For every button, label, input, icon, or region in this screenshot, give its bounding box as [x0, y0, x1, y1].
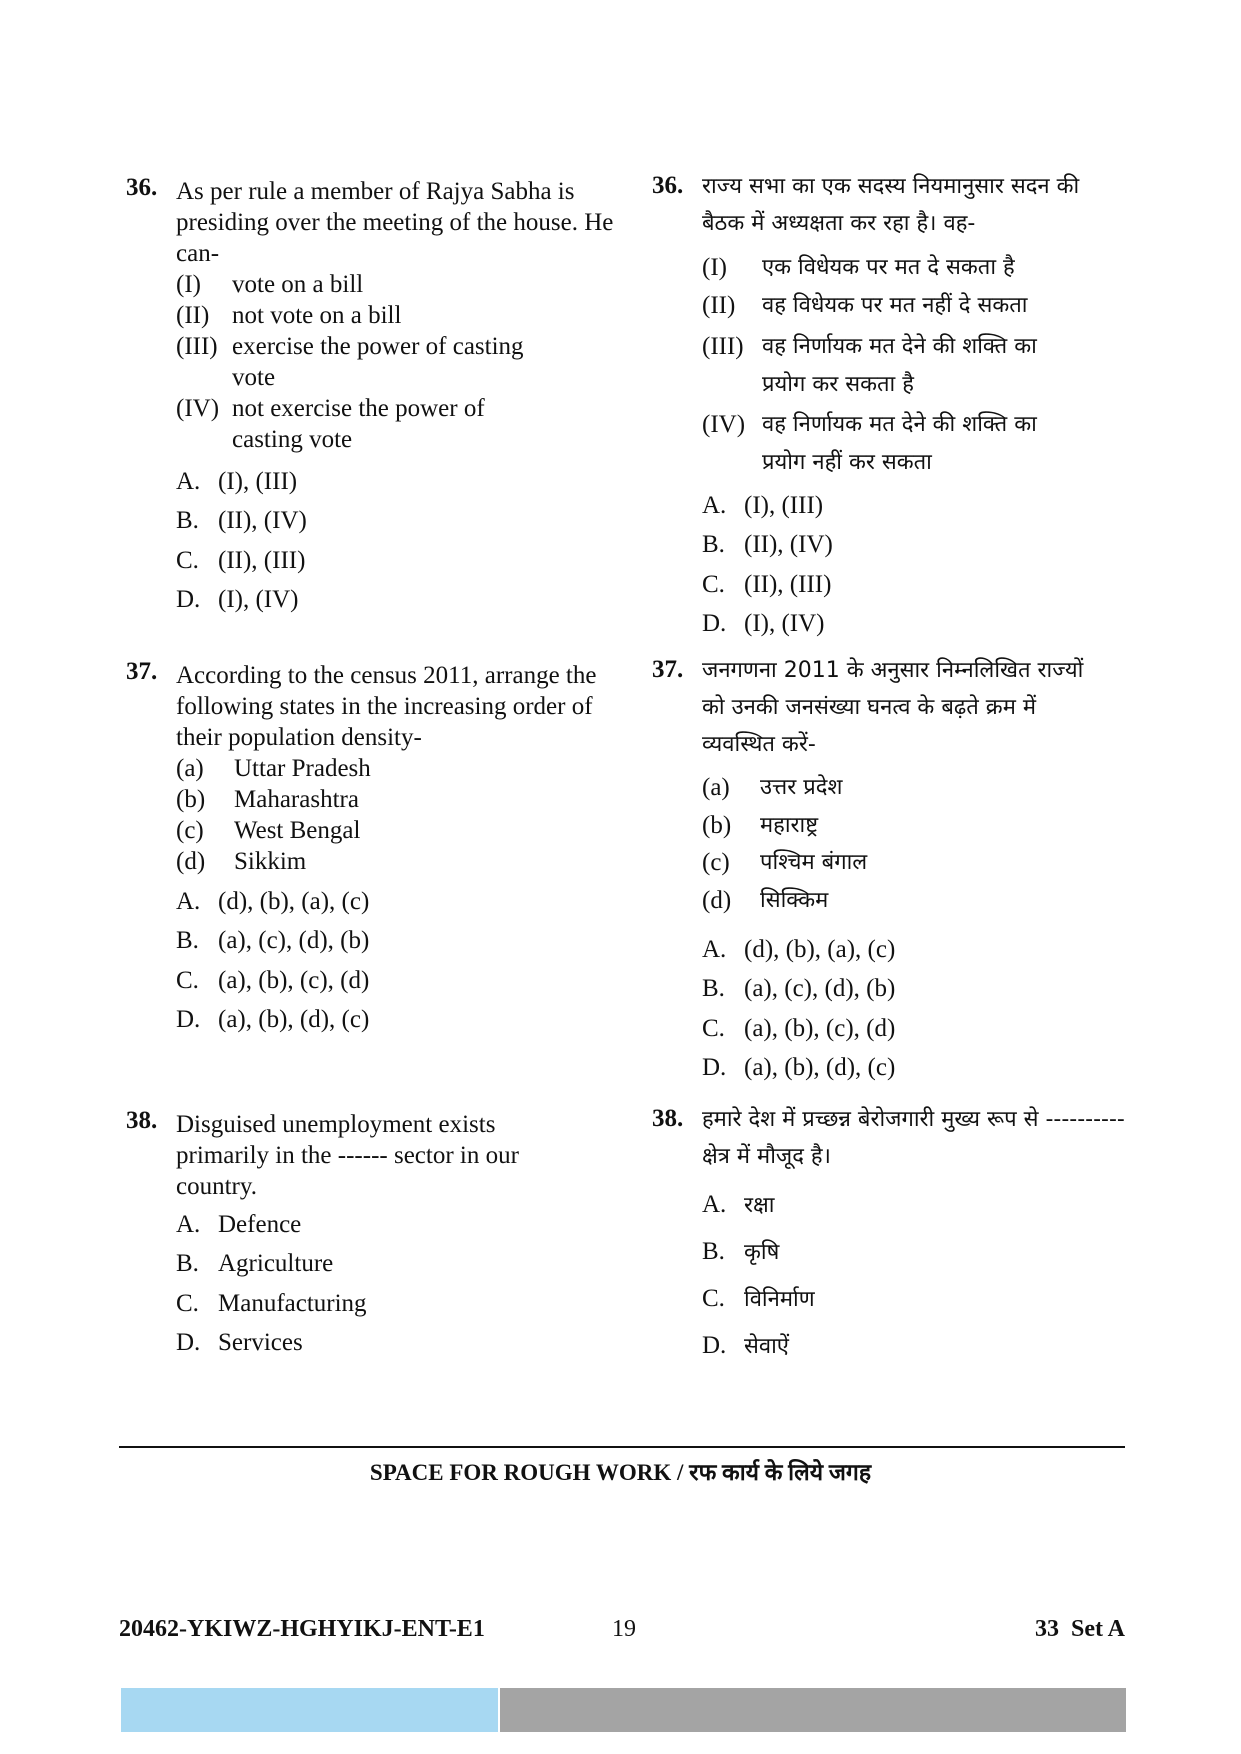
- answer-option[interactable]: D. Services: [176, 1329, 303, 1356]
- statement-item: (d) Sikkim: [176, 848, 307, 875]
- answer-option[interactable]: A. (I), (III): [176, 468, 298, 495]
- answer-option[interactable]: D. (a), (b), (d), (c): [702, 1054, 896, 1081]
- answer-option[interactable]: D. (I), (IV): [702, 610, 825, 637]
- footer-bar-gray: [500, 1688, 1126, 1732]
- answer-option[interactable]: B. Agriculture: [176, 1250, 334, 1277]
- statement-item: (IV) not exercise the power of casting vote: [176, 395, 485, 453]
- answer-option[interactable]: B. (II), (IV): [176, 507, 307, 534]
- page-number: 19: [612, 1616, 636, 1642]
- statement-item: (a) Uttar Pradesh: [176, 755, 371, 782]
- rough-work-divider: [119, 1446, 1125, 1448]
- answer-option[interactable]: A. (I), (III): [702, 492, 824, 519]
- question-number: 38.: [126, 1107, 158, 1134]
- answer-option[interactable]: C. (a), (b), (c), (d): [702, 1015, 896, 1042]
- answer-option[interactable]: C. (II), (III): [702, 571, 832, 598]
- answer-option[interactable]: A. (d), (b), (a), (c): [176, 888, 370, 915]
- answer-option[interactable]: D. (a), (b), (d), (c): [176, 1006, 370, 1033]
- answer-option[interactable]: C. Manufacturing: [176, 1290, 367, 1317]
- statement-item: (b) Maharashtra: [176, 786, 359, 813]
- answer-option[interactable]: A. रक्षा: [702, 1191, 775, 1218]
- answer-option[interactable]: B. कृषि: [702, 1238, 780, 1265]
- statement-item: (II) वह विधेयक पर मत नहीं दे सकता: [702, 292, 1028, 319]
- statement-item: (I) vote on a bill: [176, 271, 364, 298]
- question-number: 38.: [652, 1105, 684, 1132]
- footer-code: 20462-YKIWZ-HGHYIKJ-ENT-E1: [119, 1616, 485, 1642]
- question-number: 36.: [126, 174, 158, 201]
- answer-option[interactable]: A. (d), (b), (a), (c): [702, 936, 896, 963]
- question-number: 36.: [652, 172, 684, 199]
- answer-option[interactable]: A. Defence: [176, 1211, 302, 1238]
- question-number: 37.: [126, 658, 158, 685]
- answer-option[interactable]: B. (a), (c), (d), (b): [176, 927, 370, 954]
- answer-option[interactable]: C. (II), (III): [176, 547, 306, 574]
- answer-option[interactable]: C. (a), (b), (c), (d): [176, 967, 370, 994]
- statement-item: (III) exercise the power of casting vote: [176, 333, 524, 391]
- rough-work-label: SPACE FOR ROUGH WORK / रफ कार्य के लिये जगह: [369, 1460, 872, 1485]
- statement-item: (II) not vote on a bill: [176, 302, 402, 329]
- statement-item: (IV) वह निर्णायक मत देने की शक्ति का प्रयोग नहीं कर सकता: [702, 411, 1037, 475]
- question-text: हमारे देश में प्रच्छन्न बेरोजगारी मुख्य रूप से ---------- क्षेत्र में मौजूद है।: [702, 1107, 1125, 1169]
- statement-item: (I) एक विधेयक पर मत दे सकता है: [702, 254, 1015, 281]
- question-text: As per rule a member of Rajya Sabha is presiding over the meeting of the house. He can-: [176, 178, 614, 267]
- statement-item: (d) सिक्किम: [702, 887, 829, 914]
- statement-item: (b) महाराष्ट्र: [702, 812, 819, 839]
- answer-option[interactable]: D. (I), (IV): [176, 586, 299, 613]
- question-text: राज्य सभा का एक सदस्य नियमानुसार सदन की बैठक में अध्यक्षता कर रहा है। वह-: [702, 174, 1080, 236]
- footer-set: 33 Set A: [1035, 1616, 1125, 1642]
- answer-option[interactable]: B. (II), (IV): [702, 531, 833, 558]
- answer-option[interactable]: B. (a), (c), (d), (b): [702, 975, 896, 1002]
- answer-option[interactable]: D. सेवाऐं: [702, 1332, 789, 1359]
- question-text: जनगणना 2011 के अनुसार निम्नलिखित राज्यों को उनकी जनसंख्या घनत्व के बढ़ते क्रम में व्यवस्थित करें-: [702, 658, 1084, 757]
- statement-item: (c) West Bengal: [176, 817, 361, 844]
- statement-item: (c) पश्चिम बंगाल: [702, 849, 868, 876]
- question-number: 37.: [652, 656, 684, 683]
- footer-bar-blue: [121, 1688, 498, 1732]
- question-text: Disguised unemployment exists primarily in the ------ sector in our country.: [176, 1111, 519, 1200]
- statement-item: (a) उत्तर प्रदेश: [702, 774, 843, 801]
- answer-option[interactable]: C. विनिर्माण: [702, 1285, 815, 1312]
- statement-item: (III) वह निर्णायक मत देने की शक्ति का प्रयोग कर सकता है: [702, 333, 1037, 397]
- question-text: According to the census 2011, arrange the following states in the increasing order of their population density-: [176, 662, 597, 751]
